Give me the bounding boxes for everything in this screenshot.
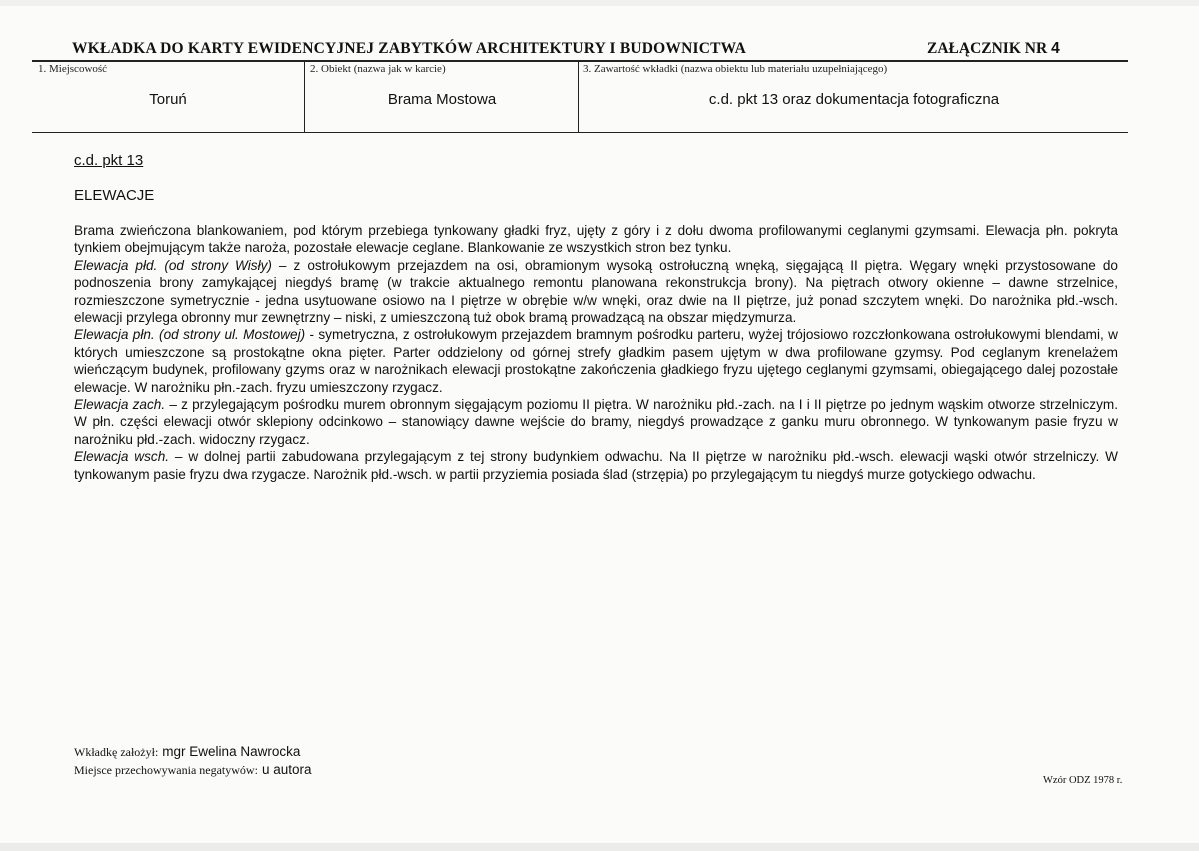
annex-number-value: 4 — [1051, 40, 1060, 57]
paragraph-text: – z przylegającym pośrodku murem obronnym sięgającym poziomu II piętra. W narożniku płd.-zach. na I i II piętrze po jednym wąskim otworze strzelniczym. W płn. części elewacji otwór sklepiony odcinkowo – stanowiący dawne wejście do bramy, niegdyś prowadzące z ganku muru obronnego. W tynkowanym pasie fryzu w narożniku płd.-zach. widoczny rzygacz. — [74, 397, 1118, 447]
author-value: mgr Ewelina Nawrocka — [162, 744, 301, 759]
field-value-locality: Toruń — [149, 91, 187, 108]
field-value-object: Brama Mostowa — [387, 91, 497, 108]
description-text — [74, 222, 1118, 483]
field-label-object: 2. Obiekt (nazwa jak w karcie) — [310, 63, 446, 75]
form-title: WKŁADKA DO KARTY EWIDENCYJNEJ ZABYTKÓW ARCHITEKTURY I BUDOWNICTWA — [72, 40, 747, 57]
paragraph-lead: Elewacja wsch. — [74, 449, 170, 465]
paragraph-text: - symetryczna, z ostrołukowym przejazdem bramnym pośrodku parteru, wyżej trójosiowo rozczłonkowana ostrołukowymi blendami, w których umieszczone są prostokątne okna pięter. Parter oddzielony od górnej strefy gładkim pasem ujętym w dwa profilowane gzymsy. Pod ceglanym krenelażem wieńczącym budynek, profilowany gzyms oraz w narożnikach elewacji prostokątne zakończenia gładkiego fryzu ujętego ceglanymi gzymsami, obiegającego dalej pozostałe elewacje. W narożniku płn.-zach. fryzu umieszczony rzygacz. — [74, 327, 1118, 395]
negatives-value: u autora — [261, 762, 312, 777]
paragraph-lead: Elewacja płd. (od strony Wisły) — [74, 257, 272, 273]
paragraph-text: – z ostrołukowym przejazdem na osi, obramionym wysoką ostrołuczną wnęką, sięgającą II piętra. Węgary wnęki przystosowane do podnoszenia brony zamykającej niegdyś bramę (w trakcie aktualnego remontu planowana rekonstrukcja brony). Na piętrach otwory okienne – dawne strzelnice, rozmieszczone symetrycznie - jedna usytuowane osiowo na I piętrze w obrębie w/w wnęki, oraz dwie na II piętrze, już ponad szczytem wnęki. Do narożnika płd.-wsch. elewacji przylega obronny mur zewnętrzny – niski, z umieszczoną tuż obok bramą prowadzącą na obszar międzymurza. — [74, 257, 1118, 326]
field-label-contents: 3. Zawartość wkładki (nazwa obiektu lub materiału uzupełniającego) — [583, 63, 888, 75]
column-divider-1 — [304, 61, 305, 132]
paragraph-east-elevation — [74, 448, 1118, 483]
header-rule-bottom — [32, 132, 1128, 133]
paragraph-north-elevation — [74, 326, 1118, 396]
paragraph-west-elevation — [74, 396, 1118, 448]
header-rule-top — [32, 60, 1128, 62]
column-divider-2 — [578, 61, 579, 132]
form-model-label: Wzór ODZ 1978 r. — [1043, 775, 1123, 786]
negatives-label: Miejsce przechowywania negatywów: — [74, 763, 258, 777]
scan-edge-top — [0, 0, 1199, 6]
section-reference: c.d. pkt 13 — [74, 152, 144, 169]
paragraph-lead: Elewacja zach. — [74, 397, 166, 413]
author-label: Wkładkę założył: — [74, 745, 159, 759]
paragraph-lead: Elewacja płn. (od strony ul. Mostowej) — [74, 327, 306, 343]
paragraph-text: – w dolnej partii zabudowana przylegającym z tej strony budynkiem odwachu. Na II piętrze w narożniku płd.-wsch. elewacji wąski otwór strzelniczy. W tynkowanym pasie fryzu dwa rzygacze. Narożnik płd.-wsch. w partii przyziemia posiada ślad (strzępia) po przylegającym tu niegdyś murze gotyckiego odwachu. — [74, 449, 1118, 482]
annex-number — [927, 40, 1060, 58]
paragraph-intro — [74, 222, 1118, 257]
paragraph-south-elevation — [74, 257, 1118, 327]
footer-author — [74, 744, 300, 760]
section-title: ELEWACJE — [74, 187, 155, 204]
paragraph-text: Brama zwieńczona blankowaniem, pod którym przebiega tynkowany gładki fryz, ujęty z góry i z dołu dwoma profilowanymi ceglanymi gzymsami. Elewacja płn. pokryta tynkiem obejmującym także naroża, pozostałe elewacje ceglane. Blankowanie ze wszystkich stron bez tynku. — [74, 223, 1118, 256]
footer-negatives — [74, 762, 311, 778]
field-label-locality: 1. Miejscowość — [38, 63, 108, 75]
annex-label: ZAŁĄCZNIK NR — [927, 40, 1048, 57]
scan-edge-bottom — [0, 843, 1199, 851]
field-value-contents: c.d. pkt 13 oraz dokumentacja fotograficzna — [708, 91, 1000, 108]
